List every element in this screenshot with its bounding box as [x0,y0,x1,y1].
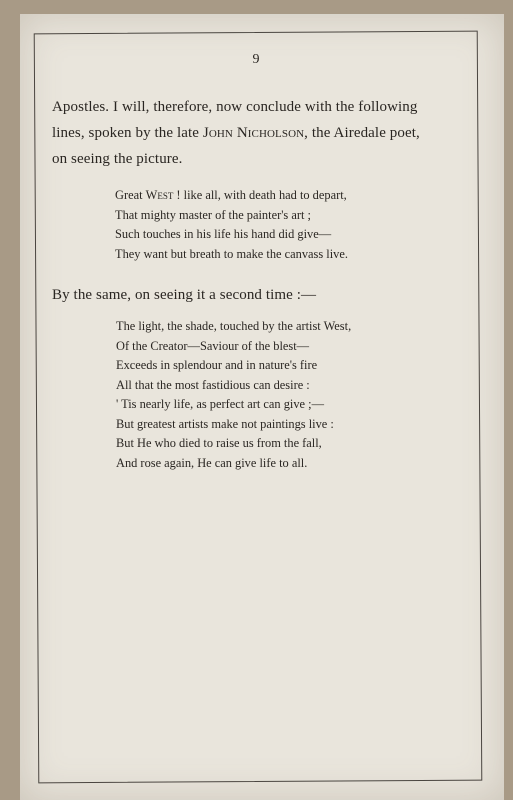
poem-line [115,186,348,206]
opening-paragraph [52,94,420,172]
second-paragraph [52,282,316,308]
text-run: Great [115,188,146,202]
poem-line: That mighty master of the painter's art ; [115,207,311,222]
poem-line: And rose again, He can give life to all. [116,455,308,470]
artist-name: West [145,188,174,202]
poem-line: But greatest artists make not paintings live : [116,416,334,431]
poem-line: They want but breath to make the canvass live. [115,246,348,261]
page-number: 9 [252,52,260,67]
poem-line: Such touches in his life his hand did give— [115,227,332,241]
poem-line: But He who died to raise us from the fall, [116,436,322,450]
poet-name: John Nicholson [202,125,305,141]
first-poem [115,186,348,264]
paragraph-line: Apostles. I will, therefore, now conclude with the following [52,99,418,115]
poem-line: The light, the shade, touched by the artist West, [116,319,352,333]
poem-line: All that the most fastidious can desire : [116,377,310,392]
book-page [20,14,504,800]
text-run: ! like all, with death had to depart, [173,188,347,202]
paragraph-line [52,120,420,146]
paragraph-line: on seeing the picture. [52,151,183,167]
second-poem [116,317,351,473]
poem-line: Exceeds in splendour and in nature's fire [116,358,318,372]
text-run: lines, spoken by the late [52,125,203,141]
poem-line: Of the Creator—Saviour of the blest— [116,338,310,353]
poem-line: ' Tis nearly life, as perfect art can give ;— [116,397,324,411]
paragraph-line: By the same, on seeing it a second time :— [52,287,317,303]
text-run: , the Airedale poet, [304,125,420,141]
